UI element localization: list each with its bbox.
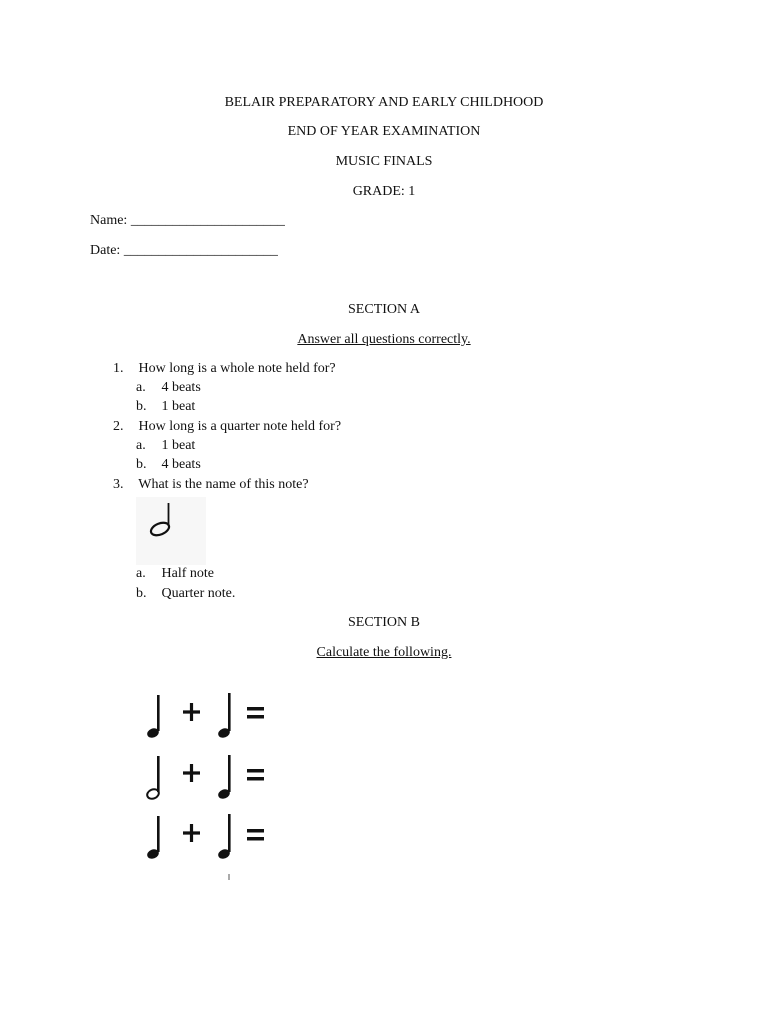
name-field	[90, 212, 285, 230]
subject-title: MUSIC FINALS	[335, 154, 433, 169]
note-equations	[140, 685, 275, 880]
quarter-note-icon	[217, 755, 231, 800]
option-text: 1 beat	[161, 438, 196, 453]
question-1-option-b	[136, 398, 195, 416]
school-name: BELAIR PREPARATORY AND EARLY CHILDHOOD	[224, 95, 544, 110]
quarter-note-icon	[146, 816, 160, 860]
equation-2	[146, 755, 264, 800]
equals-icon	[247, 769, 264, 781]
question-text: What is the name of this note?	[138, 477, 309, 492]
name-blank: ______________________	[130, 213, 285, 228]
question-2	[113, 418, 341, 436]
name-label: Name:	[90, 213, 128, 228]
section-a-title: SECTION A	[348, 302, 420, 317]
plus-icon	[183, 703, 200, 721]
question-3	[113, 476, 309, 494]
section-b-instruction: Calculate the following.	[316, 645, 452, 660]
quarter-note-icon	[217, 814, 231, 860]
option-text: 4 beats	[161, 457, 201, 472]
section-a-instruction: Answer all questions correctly.	[297, 332, 471, 347]
option-letter: a.	[136, 566, 146, 581]
question-text: How long is a quarter note held for?	[138, 419, 342, 434]
question-number: 2.	[113, 419, 124, 434]
exam-title: END OF YEAR EXAMINATION	[287, 124, 481, 139]
option-text: Quarter note.	[161, 586, 236, 601]
option-text: Half note	[161, 566, 214, 581]
date-blank: ______________________	[123, 243, 278, 258]
question-3-option-a	[136, 565, 214, 583]
question-2-option-b	[136, 456, 201, 474]
option-letter: b.	[136, 586, 147, 601]
option-letter: a.	[136, 438, 146, 453]
date-field	[90, 242, 278, 260]
half-note-icon	[136, 497, 206, 565]
date-label: Date:	[90, 243, 121, 258]
quarter-note-icon	[217, 693, 231, 739]
plus-icon	[183, 824, 200, 842]
plus-icon	[183, 764, 200, 782]
question-number: 3.	[113, 477, 124, 492]
question-3-option-b	[136, 585, 235, 603]
equation-1	[146, 693, 264, 739]
question-number: 1.	[113, 361, 124, 376]
equals-icon	[247, 829, 264, 841]
question-2-option-a	[136, 437, 195, 455]
half-note-icon	[146, 756, 160, 800]
option-text: 4 beats	[161, 380, 201, 395]
equals-icon	[247, 707, 264, 719]
grade-label: GRADE: 1	[352, 184, 416, 199]
question-1	[113, 360, 336, 378]
question-text: How long is a whole note held for?	[138, 361, 336, 376]
option-letter: b.	[136, 399, 147, 414]
note-image-background	[136, 497, 206, 565]
option-letter: b.	[136, 457, 147, 472]
question-1-option-a	[136, 379, 201, 397]
section-b-title: SECTION B	[348, 615, 420, 630]
option-letter: a.	[136, 380, 146, 395]
equation-3	[146, 814, 264, 860]
quarter-note-icon	[146, 695, 160, 739]
option-text: 1 beat	[161, 399, 196, 414]
